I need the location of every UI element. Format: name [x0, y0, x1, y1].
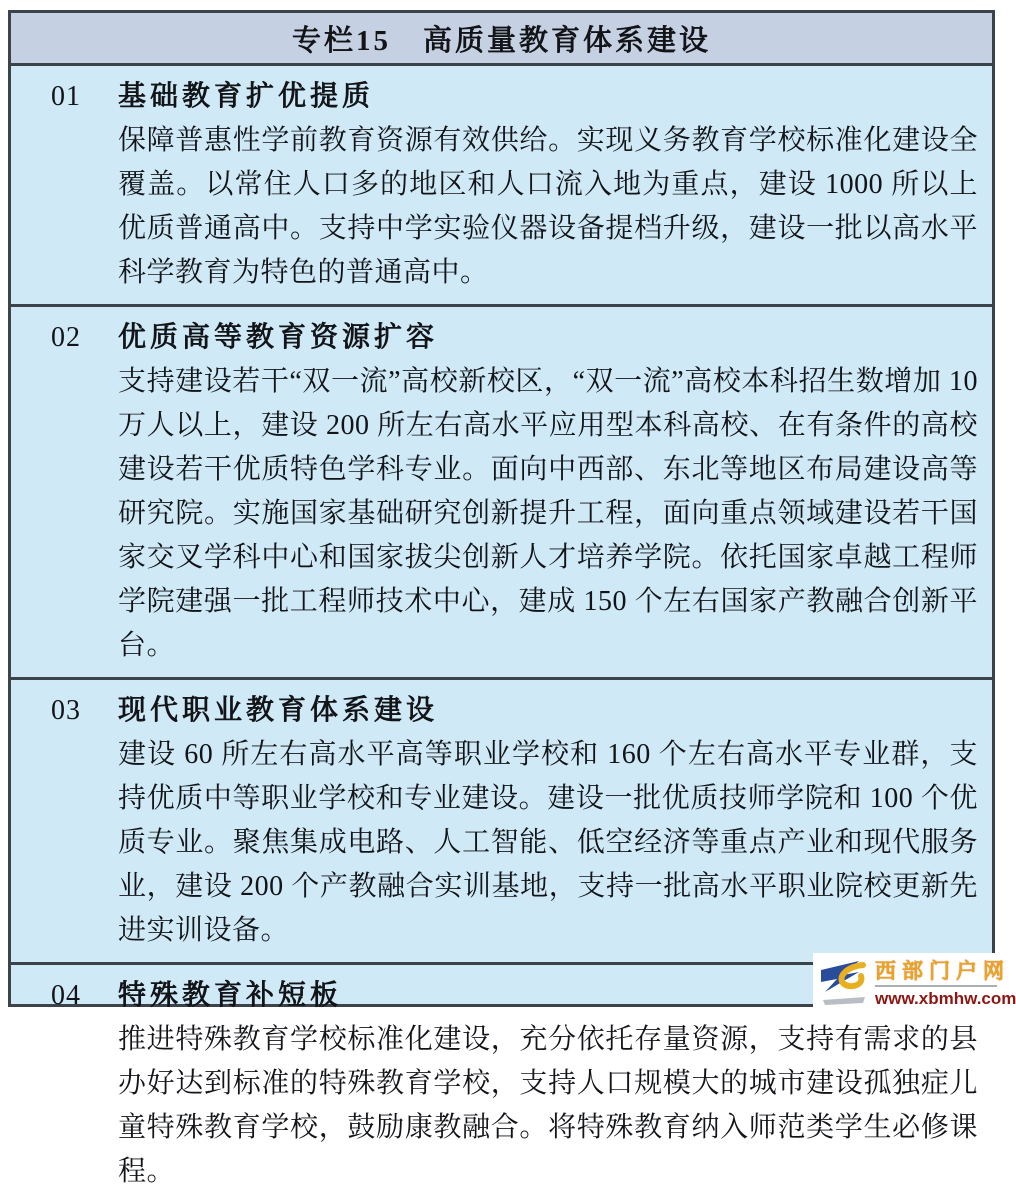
section-number: 01	[51, 81, 81, 112]
section	[11, 680, 992, 965]
section-number: 04	[51, 980, 81, 1011]
section-body: 支持建设若干“双一流”高校新校区，“双一流”高校本科招生数增加 10 万人以上，建设 200 所左右高水平应用型本科高校、在有条件的高校建设若干优质特色学科专业。面向中西部、东北等地区布局建设高等研究院。实施国家基础研究创新提升工程，面向重点领域建设若干国家交叉学科中心和国家拔尖创新人才培养学院。依托国家卓越工程师学院建强一批工程师技术中心，建成 150 个左右国家产教融合创新平台。	[118, 366, 978, 661]
section-heading: 特殊教育补短板	[118, 980, 343, 1011]
column-panel	[8, 10, 995, 1187]
section	[11, 307, 992, 680]
section-body: 保障普惠性学前教育资源有效供给。实现义务教育学校标准化建设全覆盖。以常住人口多的地区和人口流入地为重点，建设 1000 所以上优质普通高中。支持中学实验仪器设备提档升级，建设一批以高水平科学教育为特色的普通高中。	[118, 125, 978, 288]
section	[11, 66, 992, 307]
section-number: 02	[51, 322, 81, 353]
watermark-text	[875, 961, 1016, 1007]
site-name: 西部门户网	[875, 960, 1010, 983]
site-logo-icon	[815, 956, 875, 1012]
section-body: 推进特殊教育学校标准化建设，充分依托存量资源，支持有需求的县办好达到标准的特殊教育学校，支持人口规模大的城市建设孤独症儿童特殊教育学校，鼓励康教融合。将特殊教育纳入师范类学生必修课程。	[118, 1024, 978, 1187]
section-heading: 优质高等教育资源扩容	[118, 322, 439, 353]
section-body: 建设 60 所左右高水平高等职业学校和 160 个左右高水平专业群，支持优质中等职业学校和专业建设。建设一批优质技师学院和 100 个优质专业。聚焦集成电路、人工智能、低空经济等重点产业和现代服务业，建设 200 个产教融合实训基地，支持一批高水平职业院校更新先进实训设备。	[118, 739, 978, 946]
section-heading: 现代职业教育体系建设	[118, 695, 439, 726]
section-heading: 基础教育扩优提质	[118, 81, 375, 112]
watermark-divider	[875, 985, 997, 987]
site-watermark	[813, 953, 1016, 1015]
section-number: 03	[51, 695, 81, 726]
panel-header	[11, 13, 992, 66]
site-url: www.xbmhw.com	[875, 989, 1016, 1008]
panel-title: 专栏15 高质量教育体系建设	[291, 24, 711, 57]
